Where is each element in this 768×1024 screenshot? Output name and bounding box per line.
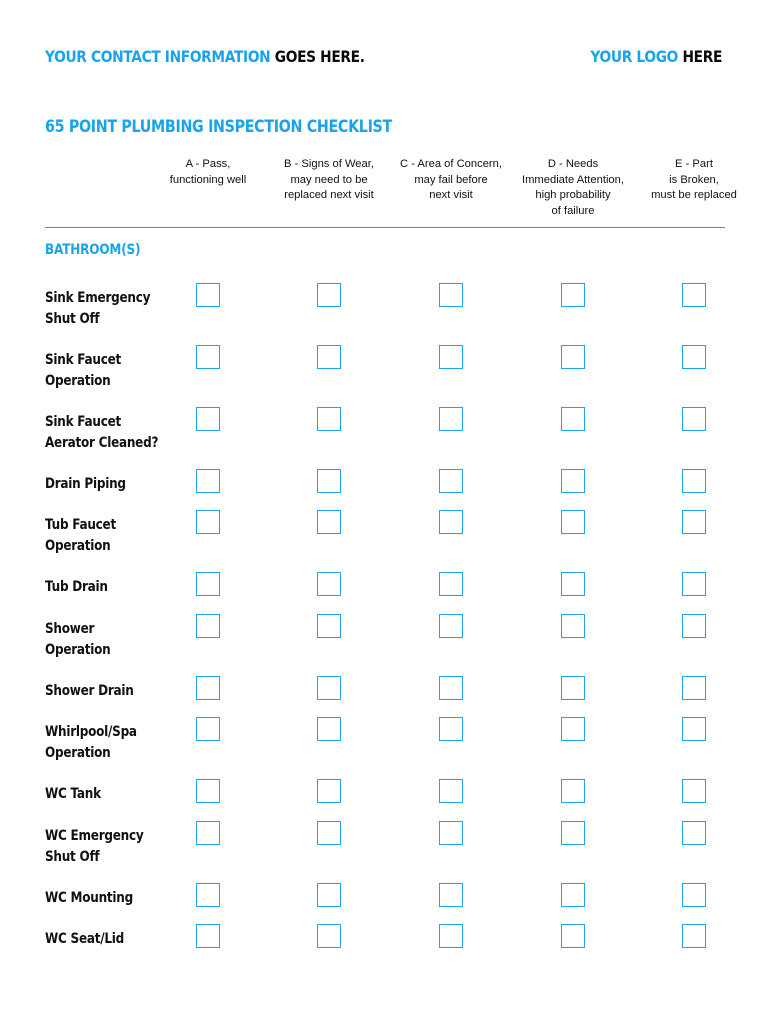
column-header-line: functioning well (169, 173, 247, 186)
item-label-line: WC Emergency (45, 828, 144, 844)
checkbox-e[interactable] (682, 676, 706, 700)
checkbox-e[interactable] (682, 407, 706, 431)
column-header-line: C - Area of Concern, (400, 158, 502, 170)
column-header-line: of failure (551, 204, 595, 217)
checkbox-c[interactable] (439, 717, 463, 741)
checkbox-a[interactable] (196, 345, 220, 369)
column-header-line: may need to be (290, 173, 368, 186)
checkbox-b[interactable] (317, 283, 341, 307)
item-label (45, 412, 174, 454)
checkbox-e[interactable] (682, 821, 706, 845)
item-label (45, 826, 174, 868)
checkbox-c[interactable] (439, 924, 463, 948)
checkbox-d[interactable] (561, 614, 585, 638)
checkbox-d[interactable] (561, 572, 585, 596)
column-header-a (142, 157, 274, 188)
checkbox-c[interactable] (439, 283, 463, 307)
item-label-line: Sink Faucet (45, 414, 122, 430)
item-label (45, 888, 174, 909)
item-label-line: Tub Faucet (45, 517, 116, 533)
column-header-line: replaced next visit (284, 189, 374, 201)
checkbox-a[interactable] (196, 676, 220, 700)
checkbox-d[interactable] (561, 779, 585, 803)
checkbox-e[interactable] (682, 779, 706, 803)
header-divider (45, 227, 725, 228)
checkbox-b[interactable] (317, 676, 341, 700)
checkbox-b[interactable] (317, 779, 341, 803)
column-header-line: next visit (429, 189, 473, 201)
checkbox-b[interactable] (317, 510, 341, 534)
item-label-line: WC Seat/Lid (45, 931, 125, 947)
checkbox-c[interactable] (439, 407, 463, 431)
item-label-line: Shut Off (45, 311, 100, 327)
column-header-line: E - Part (675, 158, 713, 170)
column-header-line: must be replaced (651, 189, 737, 201)
item-label-line: Shut Off (45, 849, 100, 865)
page-header (45, 44, 722, 68)
checkbox-d[interactable] (561, 345, 585, 369)
checklist-row (0, 412, 768, 456)
column-header-line: is Broken, (669, 173, 719, 186)
item-label (45, 619, 174, 661)
checkbox-d[interactable] (561, 676, 585, 700)
logo-accent: YOUR LOGO (590, 46, 679, 66)
column-header-d (507, 157, 639, 219)
contact-info-accent: YOUR CONTACT INFORMATION (45, 46, 271, 66)
section-label-bathrooms: BATHROOM(S) (45, 242, 141, 258)
column-header-line: high probability (535, 189, 611, 201)
checkbox-b[interactable] (317, 614, 341, 638)
logo-rest: HERE (678, 46, 722, 66)
item-label-line: Sink Faucet (45, 352, 122, 368)
contact-info (45, 47, 365, 66)
checkbox-a[interactable] (196, 924, 220, 948)
checkbox-c[interactable] (439, 676, 463, 700)
column-header-line: D - Needs (547, 158, 599, 170)
column-header-line: may fail before (414, 173, 488, 186)
checkbox-d[interactable] (561, 407, 585, 431)
checkbox-d[interactable] (561, 821, 585, 845)
column-header-c (385, 157, 517, 204)
item-label-line: WC Mounting (45, 890, 133, 906)
checklist-row (0, 619, 768, 663)
item-label (45, 722, 174, 764)
checkbox-a[interactable] (196, 407, 220, 431)
item-label-line: Operation (45, 373, 111, 389)
checkbox-c[interactable] (439, 345, 463, 369)
item-label (45, 350, 174, 392)
checkbox-b[interactable] (317, 821, 341, 845)
item-label (45, 288, 174, 330)
checkbox-d[interactable] (561, 717, 585, 741)
item-label (45, 515, 174, 557)
checkbox-d[interactable] (561, 469, 585, 493)
checkbox-a[interactable] (196, 283, 220, 307)
checklist-row (0, 350, 768, 394)
column-header-line: B - Signs of Wear, (284, 158, 374, 170)
item-label (45, 577, 174, 598)
checklist-row (0, 722, 768, 766)
item-label (45, 681, 174, 702)
checkbox-d[interactable] (561, 883, 585, 907)
checkbox-a[interactable] (196, 883, 220, 907)
checkbox-d[interactable] (561, 283, 585, 307)
column-header-line: A - Pass, (185, 158, 231, 170)
checklist-row (0, 888, 768, 932)
checkbox-e[interactable] (682, 717, 706, 741)
checklist-row (0, 681, 768, 725)
checkbox-c[interactable] (439, 821, 463, 845)
column-header-line: Immediate Attention, (522, 173, 624, 186)
item-label (45, 474, 174, 495)
checkbox-b[interactable] (317, 407, 341, 431)
checkbox-c[interactable] (439, 614, 463, 638)
checkbox-b[interactable] (317, 924, 341, 948)
checklist-row (0, 515, 768, 559)
checkbox-b[interactable] (317, 883, 341, 907)
checkbox-a[interactable] (196, 510, 220, 534)
checkbox-a[interactable] (196, 614, 220, 638)
checkbox-b[interactable] (317, 469, 341, 493)
column-header-b (263, 157, 395, 204)
checklist-row (0, 288, 768, 332)
checkbox-e[interactable] (682, 614, 706, 638)
contact-info-rest: GOES HERE. (270, 46, 365, 66)
checklist-title: 65 POINT PLUMBING INSPECTION CHECKLIST (45, 117, 392, 137)
checkbox-b[interactable] (317, 345, 341, 369)
checklist-row (0, 577, 768, 621)
checkbox-e[interactable] (682, 345, 706, 369)
checkbox-c[interactable] (439, 572, 463, 596)
item-label-line: Whirlpool/Spa (45, 724, 137, 740)
item-label (45, 784, 174, 805)
checkbox-d[interactable] (561, 924, 585, 948)
checkbox-a[interactable] (196, 779, 220, 803)
item-label-line: Tub Drain (45, 579, 108, 595)
checklist-row (0, 929, 768, 973)
item-label-line: Operation (45, 538, 111, 554)
item-label-line: WC Tank (45, 786, 101, 802)
item-label-line: Shower Drain (45, 683, 134, 699)
checklist-row (0, 826, 768, 870)
item-label (45, 929, 174, 950)
checklist-row (0, 784, 768, 828)
checkbox-e[interactable] (682, 572, 706, 596)
checkbox-a[interactable] (196, 572, 220, 596)
checkbox-e[interactable] (682, 510, 706, 534)
checkbox-c[interactable] (439, 883, 463, 907)
checkbox-c[interactable] (439, 779, 463, 803)
checkbox-d[interactable] (561, 510, 585, 534)
checkbox-a[interactable] (196, 717, 220, 741)
checkbox-a[interactable] (196, 821, 220, 845)
item-label-line: Shower (45, 621, 95, 637)
checkbox-e[interactable] (682, 469, 706, 493)
item-label-line: Drain Piping (45, 476, 126, 492)
checkbox-e[interactable] (682, 924, 706, 948)
checkbox-b[interactable] (317, 572, 341, 596)
logo-placeholder (590, 47, 722, 66)
item-label-line: Sink Emergency (45, 290, 151, 306)
checkbox-a[interactable] (196, 469, 220, 493)
column-header-e (628, 157, 760, 204)
checkbox-c[interactable] (439, 469, 463, 493)
checkbox-b[interactable] (317, 717, 341, 741)
checkbox-c[interactable] (439, 510, 463, 534)
checkbox-e[interactable] (682, 283, 706, 307)
checklist-row (0, 474, 768, 518)
item-label-line: Operation (45, 745, 111, 761)
checkbox-e[interactable] (682, 883, 706, 907)
item-label-line: Aerator Cleaned? (45, 435, 159, 451)
item-label-line: Operation (45, 642, 111, 658)
